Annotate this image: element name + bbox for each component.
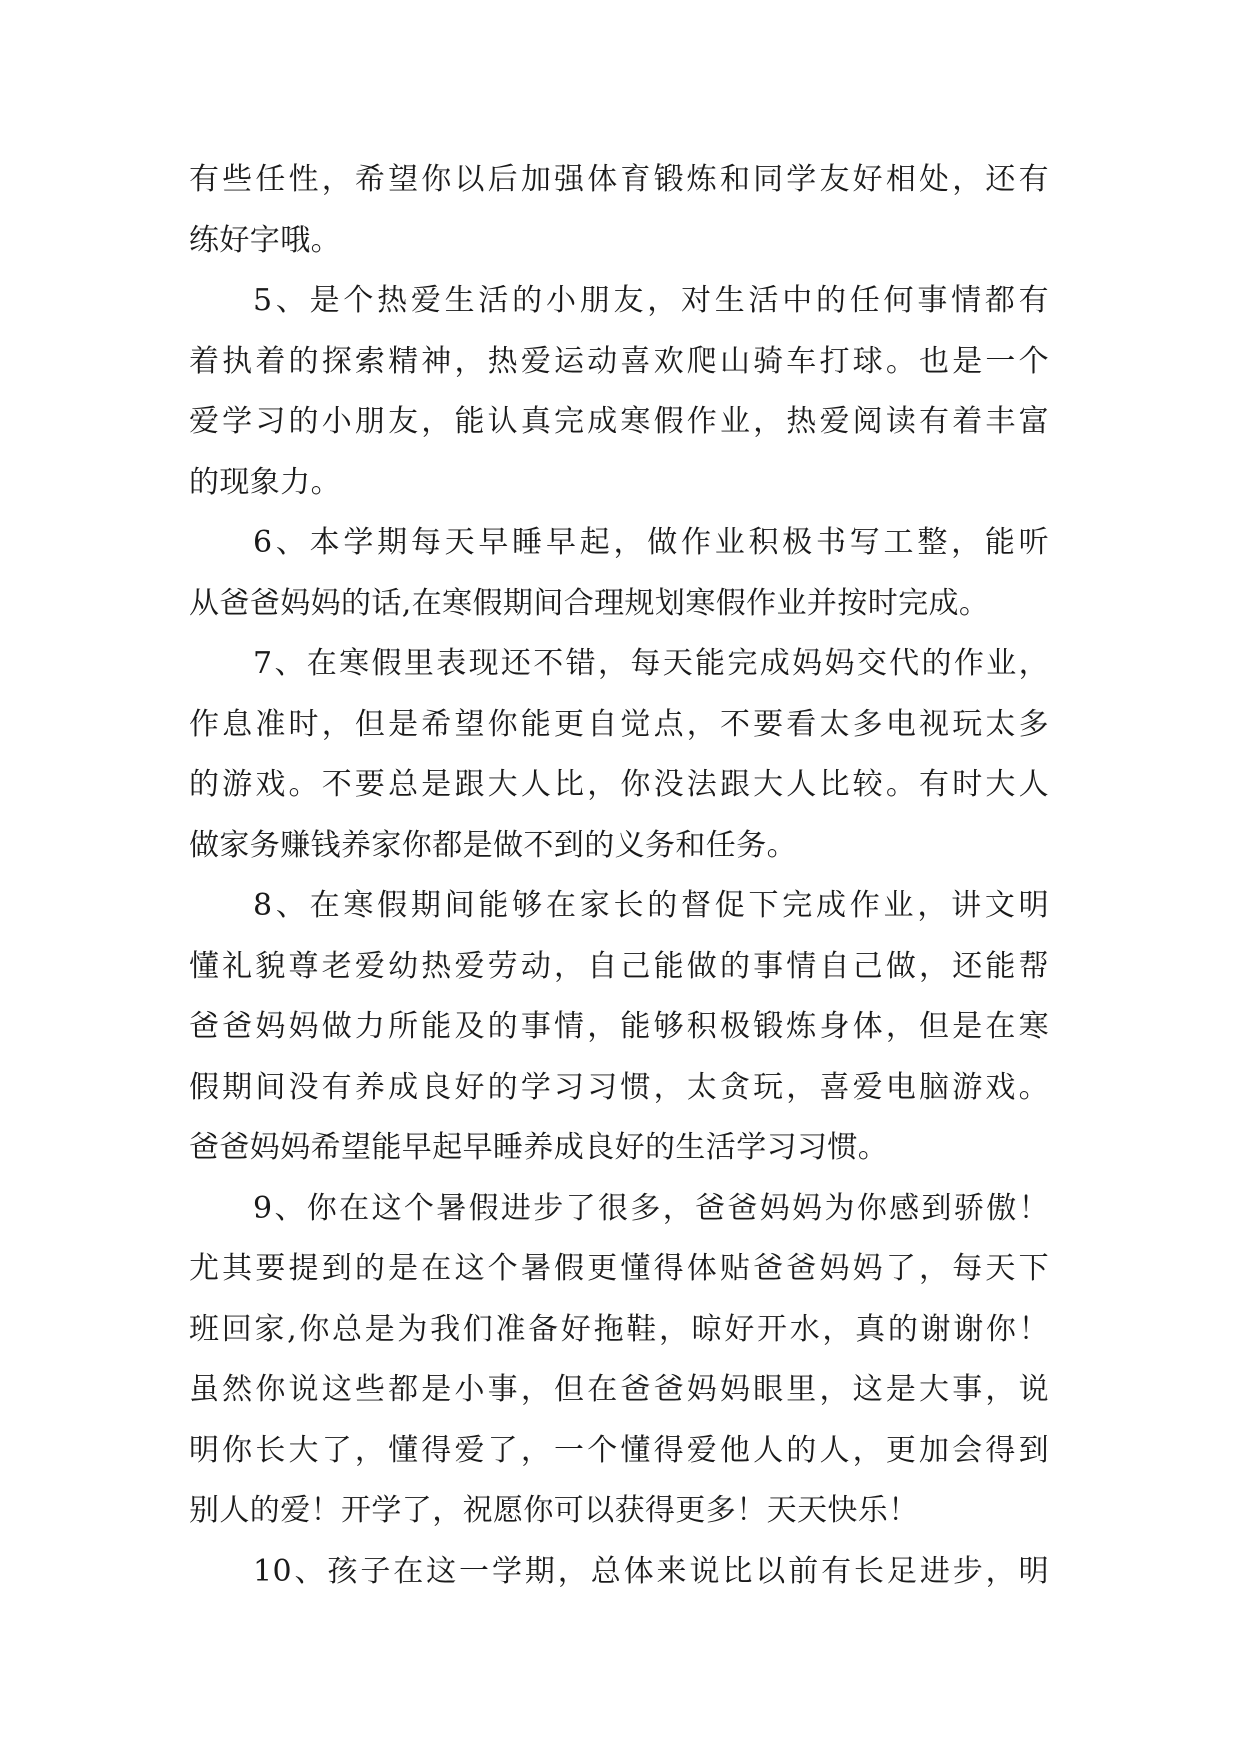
text-line: 懂礼貌尊老爱幼热爱劳动，自己能做的事情自己做，还能帮 [189,948,1049,984]
text-line: 有些任性，希望你以后加强体育锻炼和同学友好相处，还有 [189,162,1049,197]
text-line: 的游戏。不要总是跟大人比，你没法跟大人比较。有时大人 [189,767,1049,802]
paragraph-item-9 [189,1179,1049,1542]
paragraph-item-5 [189,271,1049,513]
text-line: 爸爸妈妈做力所能及的事情，能够积极锻炼身体，但是在寒 [189,1009,1049,1044]
text-line: 做家务赚钱养家你都是做不到的义务和任务。 [189,827,797,863]
document-page [189,150,1049,1602]
text-line: 明你长大了，懂得爱了，一个懂得爱他人的人，更加会得到 [189,1432,1049,1468]
text-line: 班回家,你总是为我们准备好拖鞋，晾好开水，真的谢谢你！ [189,1311,1049,1347]
paragraph-item-10 [189,1542,1049,1603]
text-line: 着执着的探索精神，热爱运动喜欢爬山骑车打球。也是一个 [189,343,1049,379]
text-line: 练好字哦。 [189,222,341,258]
text-line: 爸爸妈妈希望能早起早睡养成良好的生活学习习惯。 [189,1130,889,1165]
text-line: 6、本学期每天早睡早起，做作业积极书写工整，能听 [253,525,1049,560]
text-line: 从爸爸妈妈的话,在寒假期间合理规划寒假作业并按时完成。 [189,585,990,621]
paragraph-item-6 [189,513,1049,634]
paragraph-item-8 [189,876,1049,1179]
paragraph-item-7 [189,634,1049,876]
text-line: 10、孩子在这一学期，总体来说比以前有长足进步，明 [253,1553,1049,1589]
paragraph-continued [189,150,1049,271]
text-line: 假期间没有养成良好的学习习惯，太贪玩，喜爱电脑游戏。 [189,1069,1049,1105]
text-line: 5、是个热爱生活的小朋友，对生活中的任何事情都有 [253,283,1049,318]
text-line: 9、你在这个暑假进步了很多，爸爸妈妈为你感到骄傲！ [253,1190,1049,1226]
text-line: 别人的爱！开学了，祝愿你可以获得更多！天天快乐！ [189,1493,919,1528]
text-line: 8、在寒假期间能够在家长的督促下完成作业，讲文明 [253,888,1049,923]
text-line: 7、在寒假里表现还不错，每天能完成妈妈交代的作业， [253,646,1049,681]
text-line: 爱学习的小朋友，能认真完成寒假作业，热爱阅读有着丰富 [189,404,1049,439]
text-line: 虽然你说这些都是小事，但在爸爸妈妈眼里，这是大事，说 [189,1372,1049,1407]
text-line: 尤其要提到的是在这个暑假更懂得体贴爸爸妈妈了，每天下 [189,1251,1049,1286]
text-line: 的现象力。 [189,464,341,500]
text-line: 作息准时，但是希望你能更自觉点，不要看太多电视玩太多 [189,706,1049,742]
